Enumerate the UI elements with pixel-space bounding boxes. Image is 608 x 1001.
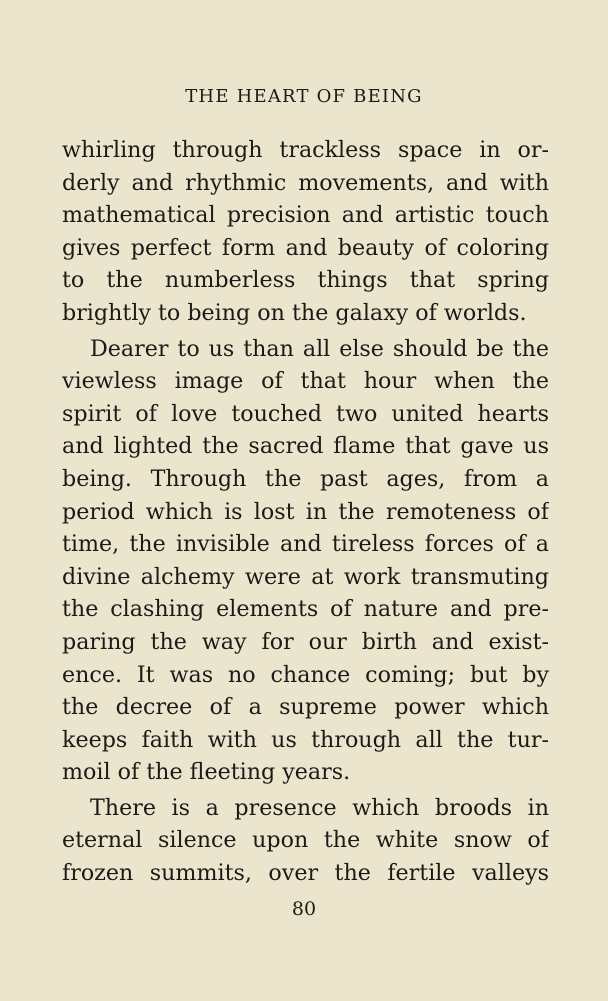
text-line: derly and rhythmic movements, and with xyxy=(62,169,549,196)
text-line: frozen summits, over the fertile valleys xyxy=(62,860,549,887)
text-line: keeps faith with us through all the tur- xyxy=(62,726,549,753)
text-line: and lighted the sacred flame that gave us xyxy=(62,433,549,460)
text-line: eternal silence upon the white snow of xyxy=(62,827,549,854)
text-line: spirit of love touched two united hearts xyxy=(62,400,549,427)
text-line: the clashing elements of nature and pre- xyxy=(62,596,549,623)
body-text xyxy=(62,134,549,890)
text-line: whirling through trackless space in or- xyxy=(62,137,549,163)
text-line: gives perfect form and beauty of coloring xyxy=(62,234,549,261)
text-line: brightly to being on the galaxy of worlds. xyxy=(62,299,527,326)
text-line: being. Through the past ages, from a xyxy=(62,465,549,492)
text-line: There is a presence which broods in xyxy=(90,794,549,821)
text-line: viewless image of that hour when the xyxy=(62,368,549,395)
text-line: mathematical precision and artistic touch xyxy=(62,202,549,229)
text-line: ence. It was no chance coming; but by xyxy=(62,661,549,688)
paragraph-2 xyxy=(62,333,549,789)
paragraph-3 xyxy=(62,792,549,890)
page-number: 80 xyxy=(291,898,317,920)
text-line: divine alchemy were at work transmuting xyxy=(62,563,549,590)
text-line: paring the way for our birth and exist- xyxy=(62,628,549,655)
text-line: time, the invisible and tireless forces of a xyxy=(62,531,549,558)
running-head: THE HEART OF BEING xyxy=(185,86,423,107)
text-line: to the numberless things that spring xyxy=(62,267,549,294)
text-line: period which is lost in the remoteness of xyxy=(62,498,549,525)
paragraph-1 xyxy=(62,134,549,330)
text-line: Dearer to us than all else should be the xyxy=(90,335,549,362)
text-line: moil of the fleeting years. xyxy=(62,759,351,786)
text-line: the decree of a supreme power which xyxy=(62,694,549,721)
